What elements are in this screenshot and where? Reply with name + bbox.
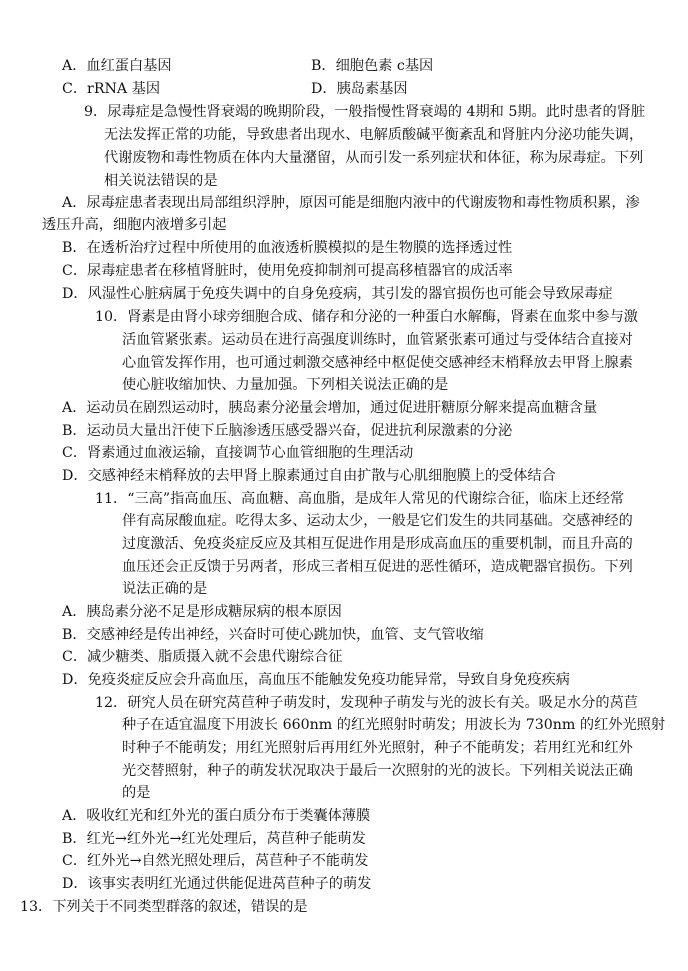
q11-option-b: B．交感神经是传出神经，兴奋时可使心跳加快，血管、支气管收缩 [62,627,484,643]
q9-option-a-line-1: A．尿毒症患者表现出局部组织浮肿，原因可能是细胞内液中的代谢废物和毒性物质积累，渗 [62,195,640,211]
q12-option-b: B．红光→红外光→红光处理后，莴苣种子能萌发 [62,831,366,847]
q9-stem-line-3: 代谢废物和毒性物质在体内大量潴留，从而引发一系列症状和体征，称为尿毒症。下列 [104,150,644,166]
q9-option-a-line-2: 透压升高，细胞内液增多引起 [42,217,227,233]
q10-option-b: B．运动员大量出汗使下丘脑渗透压感受器兴奋，促进抗利尿激素的分泌 [62,423,513,439]
q11-stem-line-4: 血压还会正反馈于另两者，形成三者相互促进的恶性循环，造成靶器官损伤。下列 [122,559,633,575]
q12-stem-line-5: 的是 [122,785,151,801]
q8-option-a: A．血红蛋白基因 [62,58,172,74]
q11-stem-line-3: 过度激活、免疫炎症反应及其相互促进作用是形成高血压的重要机制，而且升高的 [122,536,633,552]
q12-stem-line-3: 时种子不能萌发；用红光照射后再用红外光照射，种子不能萌发；若用红光和红外 [122,740,633,756]
q12-option-d: D．该事实表明红光通过供能促进莴苣种子的萌发 [62,876,372,892]
q11-option-c: C．减少糖类、脂质摄入就不会患代谢综合征 [62,649,343,665]
q11-option-a: A．胰岛素分泌不足是形成糖尿病的根本原因 [62,604,342,620]
q10-stem-line-2: 活血管紧张素。运动员在进行高强度训练时，血管紧张素可通过与受体结合直接对 [122,332,633,348]
q11-stem-line-5: 说法正确的是 [122,581,208,597]
q10-stem-line-4: 使心脏收缩加快、力量加强。下列相关说法正确的是 [122,377,449,393]
q10-option-a: A．运动员在剧烈运动时，胰岛素分泌量会增加，通过促进肝糖原分解来提高血糖含量 [62,400,598,416]
q8-option-c: C．rRNA 基因 [62,81,161,97]
q9-option-c: C．尿毒症患者在移植肾脏时，使用免疫抑制剂可提高移植器官的成活率 [62,263,513,279]
q9-stem-line-2: 无法发挥正常的功能，导致患者出现水、电解质酸碱平衡紊乱和肾脏内分泌功能失调， [104,127,644,143]
q9-option-b: B．在透析治疗过程中所使用的血液透析膜模拟的是生物膜的选择透过性 [62,240,513,256]
q10-stem-line-1: 10．肾素是由肾小球旁细胞合成、储存和分泌的一种蛋白水解酶，肾素在血浆中参与激 [95,309,638,325]
q9-stem-line-1: 9．尿毒症是急慢性肾衰竭的晚期阶段，一般指慢性肾衰竭的 4期和 5期。此时患者的肾脏 [84,104,646,120]
q10-option-d: D．交感神经末梢释放的去甲肾上腺素通过自由扩散与心肌细胞膜上的受体结合 [62,468,556,484]
q11-option-d: D．免疫炎症反应会升高血压，高血压不能触发免疫功能异常，导致自身免疫疾病 [62,672,570,688]
q9-stem-line-4: 相关说法错误的是 [104,173,218,189]
q10-stem-line-3: 心血管发挥作用，也可通过刺激交感神经中枢促使交感神经末梢释放去甲肾上腺素 [122,355,633,371]
q12-stem-line-1: 12．研究人员在研究莴苣种子萌发时，发现种子萌发与光的波长有关。吸足水分的莴苣 [95,695,638,711]
q12-stem-line-4: 光交替照射，种子的萌发状况取决于最后一次照射的光的波长。下列相关说法正确 [122,763,633,779]
q8-option-b: B．细胞色素 c基因 [311,58,434,74]
q12-option-c: C．红外光→自然光照处理后，莴苣种子不能萌发 [62,853,369,869]
q11-stem-line-1: 11．“三高”指高血压、高血糖、高血脂，是成年人常见的代谢综合征，临床上还经常 [95,491,625,507]
q13-stem: 13．下列关于不同类型群落的叙述，错误的是 [20,899,308,915]
q11-stem-line-2: 伴有高尿酸血症。吃得太多、运动太少，一般是它们发生的共同基础。交感神经的 [122,513,633,529]
q9-option-d: D．风湿性心脏病属于免疫失调中的自身免疫病，其引发的器官损伤也可能会导致尿毒症 [62,286,613,302]
q12-stem-line-2: 种子在适宜温度下用波长 660nm 的红光照射时萌发；用波长为 730nm 的红外光照射 [122,717,666,733]
q10-option-c: C．肾素通过血液运输，直接调节心血管细胞的生理活动 [62,445,414,461]
q12-option-a: A．吸收红光和红外光的蛋白质分布于类囊体薄膜 [62,808,371,824]
q8-option-d: D．胰岛素基因 [311,81,408,97]
